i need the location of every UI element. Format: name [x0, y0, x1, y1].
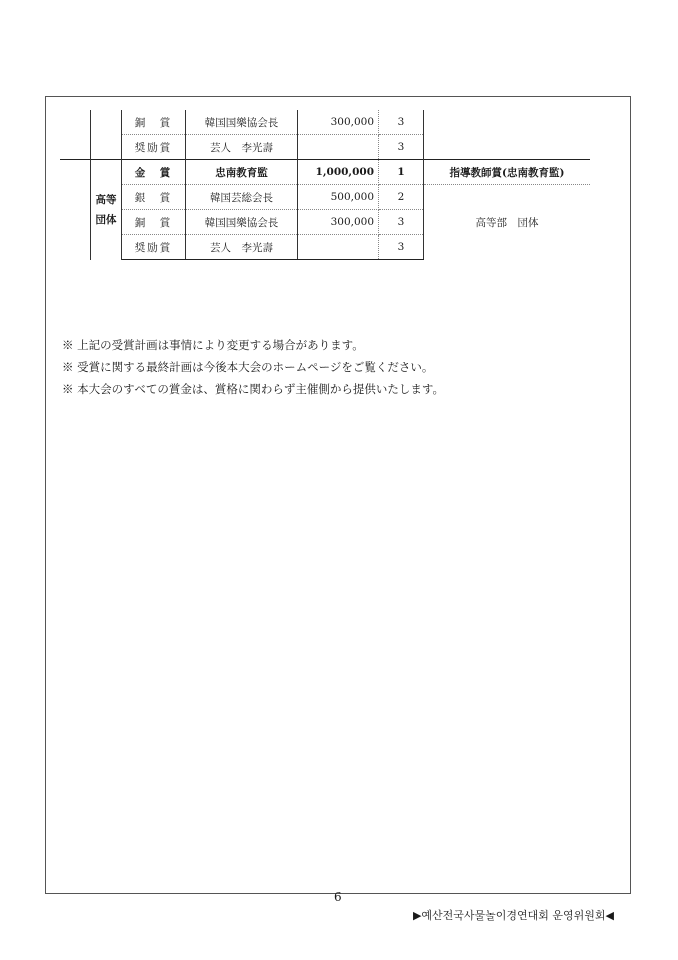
- prize-amount: [298, 135, 379, 160]
- note-cell: 高等部 団体: [475, 216, 539, 229]
- sponsor: 芸人 李光壽: [186, 235, 298, 260]
- note-line: ※ 本大会のすべての賞金は、賞格に関わらず主催側から提供いたします。: [62, 382, 445, 396]
- note-line: ※ 上記の受賞計画は事情により変更する場合があります。: [62, 338, 364, 352]
- award-count: 1: [379, 160, 424, 185]
- prize-amount: 1,000,000: [298, 160, 379, 185]
- note-line: ※ 受賞に関する最終計画は今後本大会のホームページをご覧ください。: [62, 360, 434, 374]
- table-row: [60, 185, 590, 210]
- page-number: 6: [334, 890, 342, 904]
- award-name: 奨励賞: [122, 135, 186, 160]
- sponsor: 芸人 李光壽: [186, 135, 298, 160]
- award-count: 3: [379, 235, 424, 260]
- award-name: 銀 賞: [122, 185, 186, 210]
- footer-org-name: ▶예산전국사물놀이경연대회 운영위원회◀: [412, 909, 614, 922]
- award-name: 金 賞: [122, 160, 186, 185]
- award-count: 2: [379, 185, 424, 210]
- award-count: 3: [379, 210, 424, 235]
- prize-amount: 300,000: [298, 210, 379, 235]
- division-label: [91, 160, 122, 260]
- division-label-line: 高等: [95, 193, 117, 206]
- prize-amount: [298, 235, 379, 260]
- table-row: [60, 110, 590, 135]
- awards-table: [60, 110, 590, 260]
- award-name: 銅 賞: [122, 110, 186, 135]
- award-name: 銅 賞: [122, 210, 186, 235]
- note-cell: [424, 110, 591, 160]
- award-count: 3: [379, 110, 424, 135]
- sponsor: 韓国芸総会長: [186, 185, 298, 210]
- notes: [62, 334, 444, 400]
- table-row: [60, 160, 590, 185]
- division-label-line: 団体: [95, 213, 117, 226]
- note-cell: 指導教師賞(忠南教育監): [424, 160, 591, 185]
- sponsor: 忠南教育監: [186, 160, 298, 185]
- prize-amount: 500,000: [298, 185, 379, 210]
- award-name: 奨励賞: [122, 235, 186, 260]
- sponsor: 韓国国樂協会長: [186, 210, 298, 235]
- award-count: 3: [379, 135, 424, 160]
- sponsor: 韓国国樂協会長: [186, 110, 298, 135]
- prize-amount: 300,000: [298, 110, 379, 135]
